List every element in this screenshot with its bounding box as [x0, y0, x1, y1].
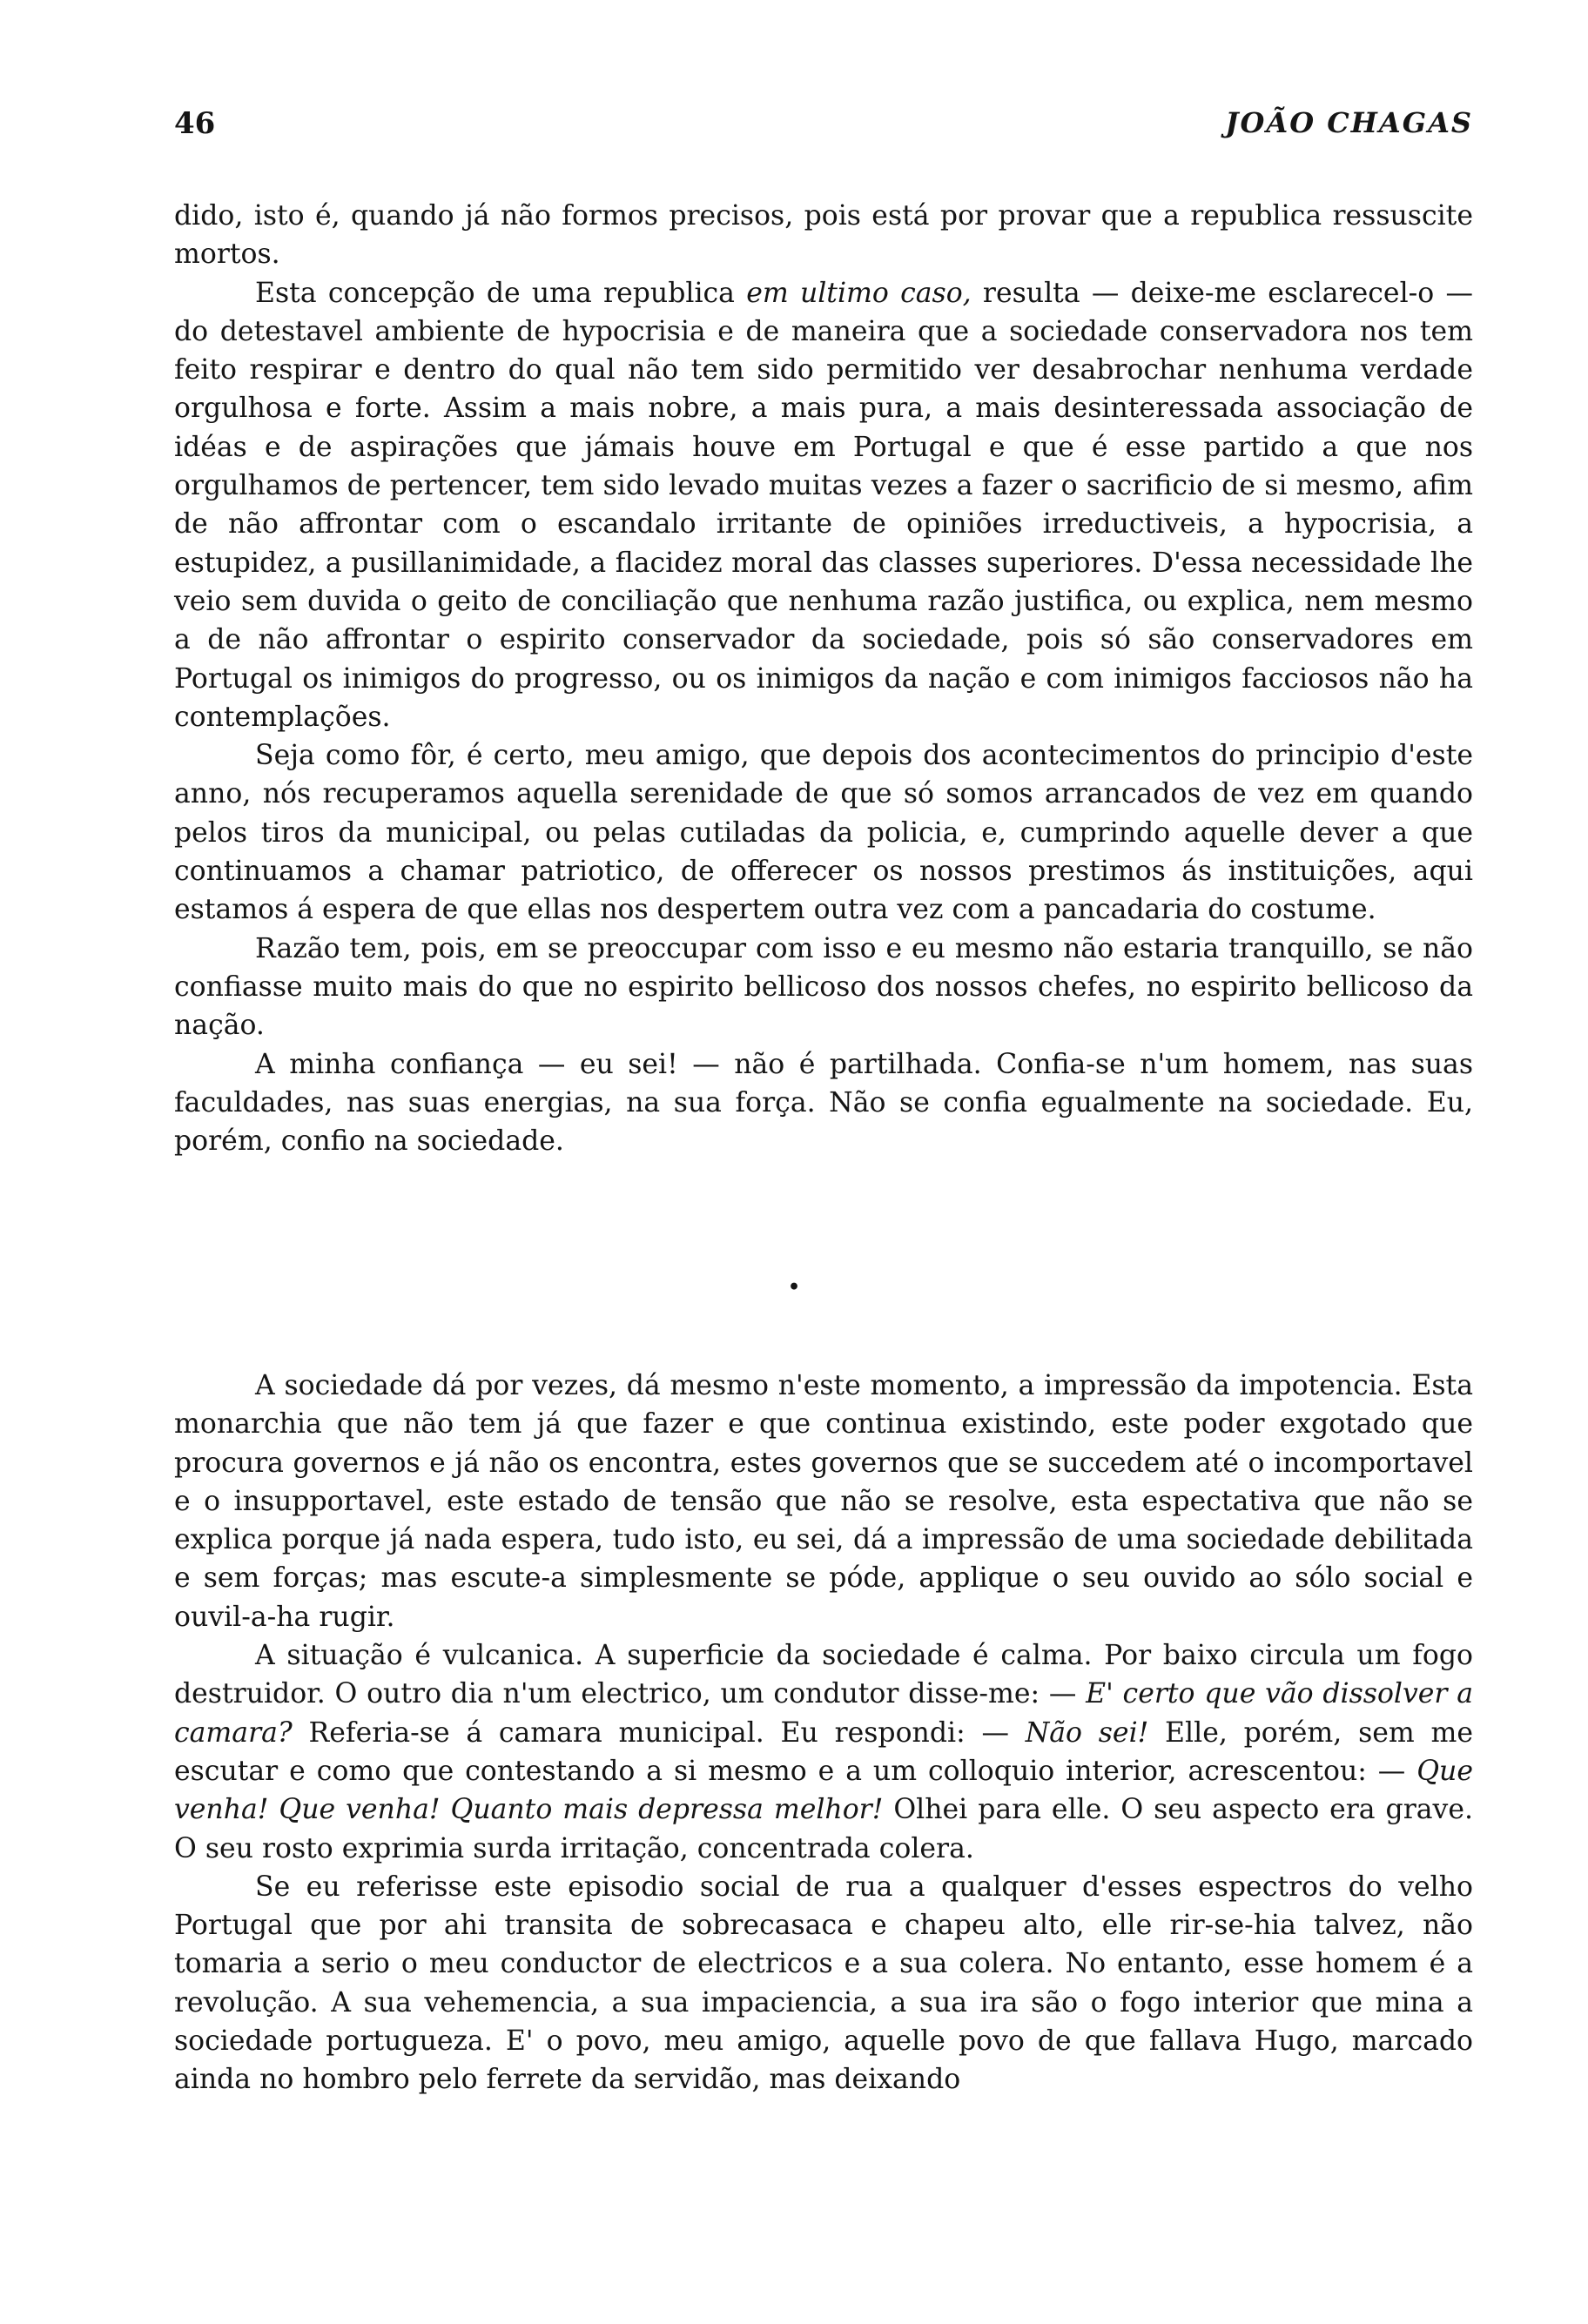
page-number: 46 [174, 106, 216, 141]
text-run: A minha confiança — eu sei! — não é partilhada. Confia-se n'um homem, nas suas faculdades, nas suas energias, na sua força. Não se confia egualmente na sociedade. Eu, porém, confio na sociedade. [174, 1048, 1473, 1158]
text-run: Seja como fôr, é certo, meu amigo, que depois dos acontecimentos do principio d'este anno, nós recuperamos aquella serenidade de que só somos arrancados de vez em quando pelos tiros da municipal, ou pelas cutiladas da policia, e, cumprindo aquelle dever a que continuamos a chamar patriotico, de offerecer os nossos prestimos ás instituições, aqui estamos á espera de que ellas nos despertem outra vez com a pancadaria do costume. [174, 740, 1473, 926]
text-run: resulta — deixe-me esclarecel-o — do detestavel ambiente de hypocrisia e de maneira que a sociedade conservadora nos tem feito respirar e dentro do qual não tem sido permitido ver desabrochar nenhuma verdade orgulhosa e forte. Assim a mais nobre, a mais pura, a mais desinteressada associação de idéas e de aspirações que jámais houve em Portugal e que é esse partido a que nos orgulhamos de pertencer, tem sido levado muitas vezes a fazer o sacrificio de si mesmo, afim de não affrontar com o escandalo irritante de opiniões irreductiveis, a hypocrisia, a estupidez, a pusillanimidade, a flacidez moral das classes superiores. D'essa necessidade lhe veio sem duvida o geito de conciliação que nenhuma razão justifica, ou explica, nem mesmo a de não affrontar o espirito conservador da sociedade, pois só são conservadores em Portugal os inimigos do progresso, ou os inimigos da nação e com inimigos facciosos não ha contemplações. [174, 277, 1473, 733]
running-title: JOÃO CHAGAS [1225, 106, 1473, 139]
text-run: Elle, porém, sem me escutar e como que contestando a si mesmo e a um colloquio interior, acrescentou: — [174, 1716, 1474, 1787]
paragraph [174, 930, 1473, 1045]
page-header [174, 106, 1473, 150]
paragraph [174, 736, 1473, 929]
section-separator: • [787, 1276, 801, 1299]
paragraph [174, 1636, 1473, 1868]
text-run: dido, isto é, quando já não formos precisos, pois está por provar que a republica ressuscite mortos. [174, 200, 1473, 271]
text-run: A situação é vulcanica. A superficie da sociedade é calma. Por baixo circula um fogo destruidor. O outro dia n'um electrico, um condutor disse-me: — [174, 1640, 1473, 1710]
paragraph [174, 1367, 1473, 1636]
text-run: Referia-se á camara municipal. Eu respondi: — [292, 1716, 1026, 1749]
text-run: Olhei para elle. O seu aspecto era grave. O seu rosto exprimia surda irritação, concentrada colera. [174, 1794, 1473, 1864]
paragraph [174, 274, 1473, 737]
section-two [174, 1367, 1473, 2099]
text-run: Se eu referisse este episodio social de rua a qualquer d'esses espectros do velho Portugal que por ahi transita de sobrecasaca e chapeu alto, elle rir-se-hia talvez, não tomaria a serio o meu conductor de electricos e a sua colera. No entanto, esse homem é a revolução. A sua vehemencia, a sua impaciencia, a sua ira são o fogo interior que mina a sociedade portugueza. E' o povo, meu amigo, aquelle povo de que fallava Hugo, marcado ainda no hombro pelo ferrete da servidão, mas deixando [174, 1871, 1473, 2096]
text-run: A sociedade dá por vezes, dá mesmo n'este momento, a impressão da impotencia. Esta monarchia que não tem já que fazer e que continua existindo, este poder exgotado que procura governos e já não os encontra, estes governos que se succedem até o incomportavel e o insupportavel, este estado de tensão que não se resolve, esta espectativa que não se explica porque já nada espera, tudo isto, eu sei, dá a impressão de uma sociedade debilitada e sem forças; mas escute-a simplesmente se póde, applique o seu ouvido ao sólo social e ouvil-a-ha rugir. [174, 1370, 1473, 1633]
paragraph [174, 197, 1473, 274]
text-run: Esta concepção de uma republica [255, 277, 747, 309]
paragraph [174, 1868, 1473, 2099]
italic-run: em ultimo caso, [746, 277, 972, 309]
section-one [174, 197, 1473, 1160]
text-run: Razão tem, pois, em se preoccupar com isso e eu mesmo não estaria tranquillo, se não confiasse muito mais do que no espirito bellicoso dos nossos chefes, no espirito bellicoso da nação. [174, 932, 1473, 1042]
italic-run: E' certo que vão dissolver a camara? [174, 1678, 1473, 1749]
italic-run: Que venha! Que venha! Quanto mais depressa melhor! [174, 1755, 1473, 1826]
italic-run: Não sei! [1025, 1716, 1149, 1749]
paragraph [174, 1045, 1473, 1161]
